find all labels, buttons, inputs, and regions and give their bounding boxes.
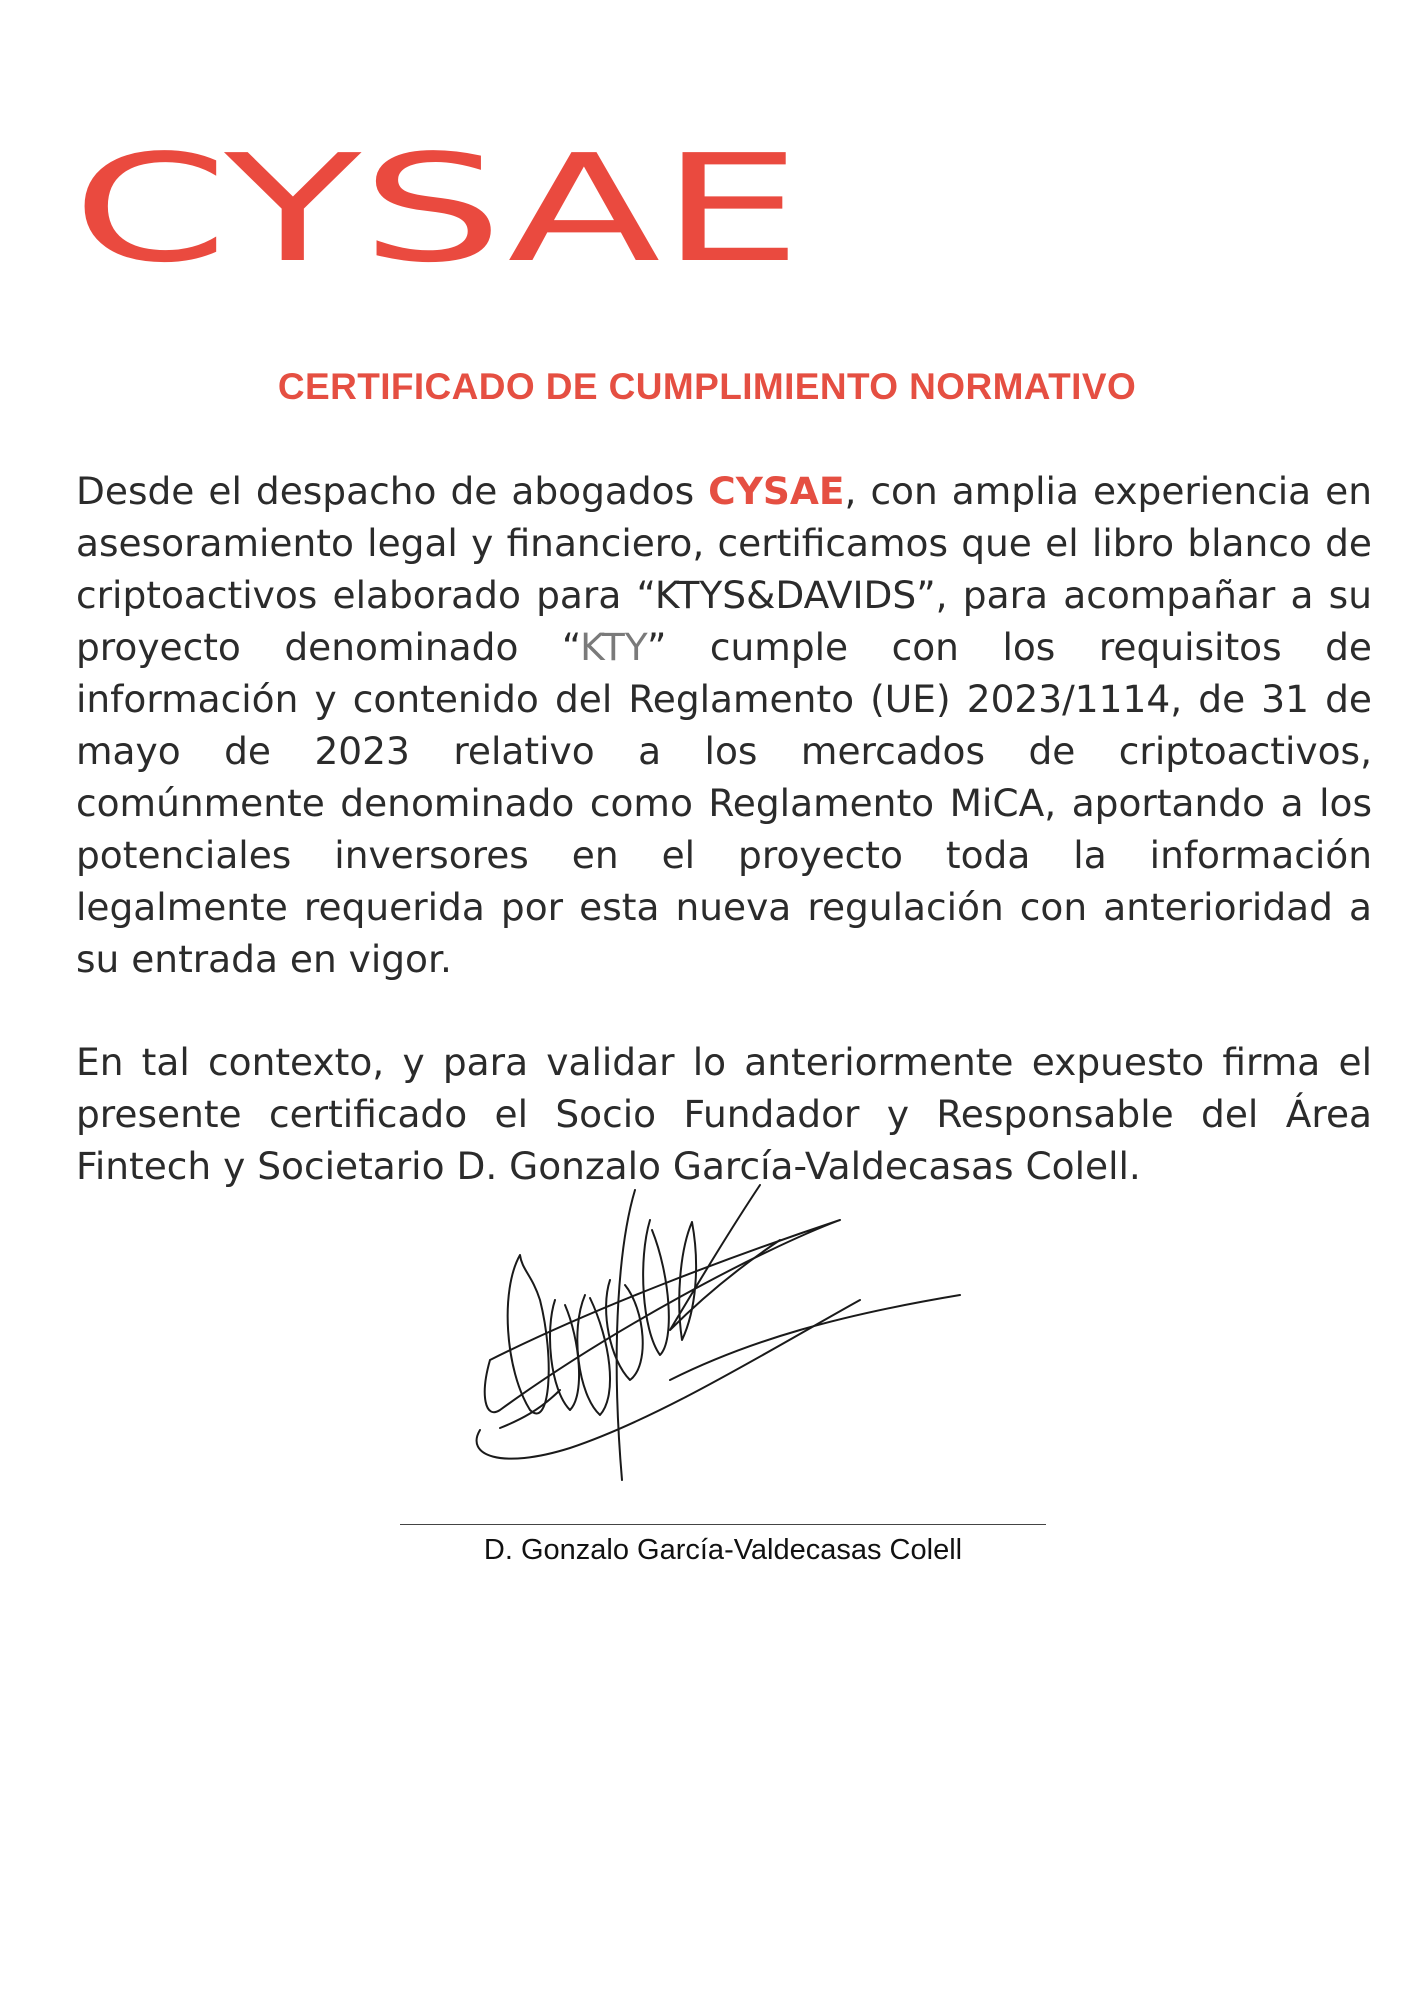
logo-wordmark (72, 150, 812, 270)
signature-stroke (670, 1185, 780, 1330)
signature-line (400, 1524, 1046, 1525)
signer-name: D. Gonzalo García-Valdecasas Colell (483, 1534, 963, 1566)
signature-stroke (485, 1220, 840, 1412)
signature-stroke (670, 1295, 960, 1380)
firm-name: CYSAE (708, 469, 845, 513)
logo-text: CYSAE (72, 150, 802, 270)
company-logo (72, 150, 812, 270)
signature-stroke (550, 1300, 579, 1410)
signature-stroke (679, 1222, 696, 1340)
paragraph-text: , con amplia experiencia en asesoramiento legal y financiero, certificamos que el libro blanco de criptoactivos elaborado para “KTYS&DAVIDS”, para acompañar a su proyecto denominado “ (76, 469, 1372, 669)
signature-stroke (617, 1190, 635, 1480)
certificate-paragraph (76, 465, 1372, 985)
document-title: CERTIFICADO DE CUMPLIMIENTO NORMATIVO (277, 366, 1137, 407)
handwritten-signature (460, 1180, 980, 1510)
project-name: KTY (580, 625, 647, 669)
validation-paragraph: En tal contexto, y para validar lo anteriormente expuesto firma el presente certificado el Socio Fundador y Responsable del Área Fintech y Societario D. Gonzalo García-Valdecasas Colell. (76, 1040, 1372, 1188)
paragraph-text: ” cumple con los requisitos de información y contenido del Reglamento (UE) 2023/1114, de 31 de mayo de 2023 relativo a los mercados de criptoactivos, comúnmente denominado como Reglamento MiCA, aportando a los potenciales inversores en el proyecto toda la información legalmente requerida por esta nueva regulación con anterioridad a su entrada en vigor. (76, 625, 1372, 981)
paragraph-text: Desde el despacho de abogados (76, 469, 709, 513)
